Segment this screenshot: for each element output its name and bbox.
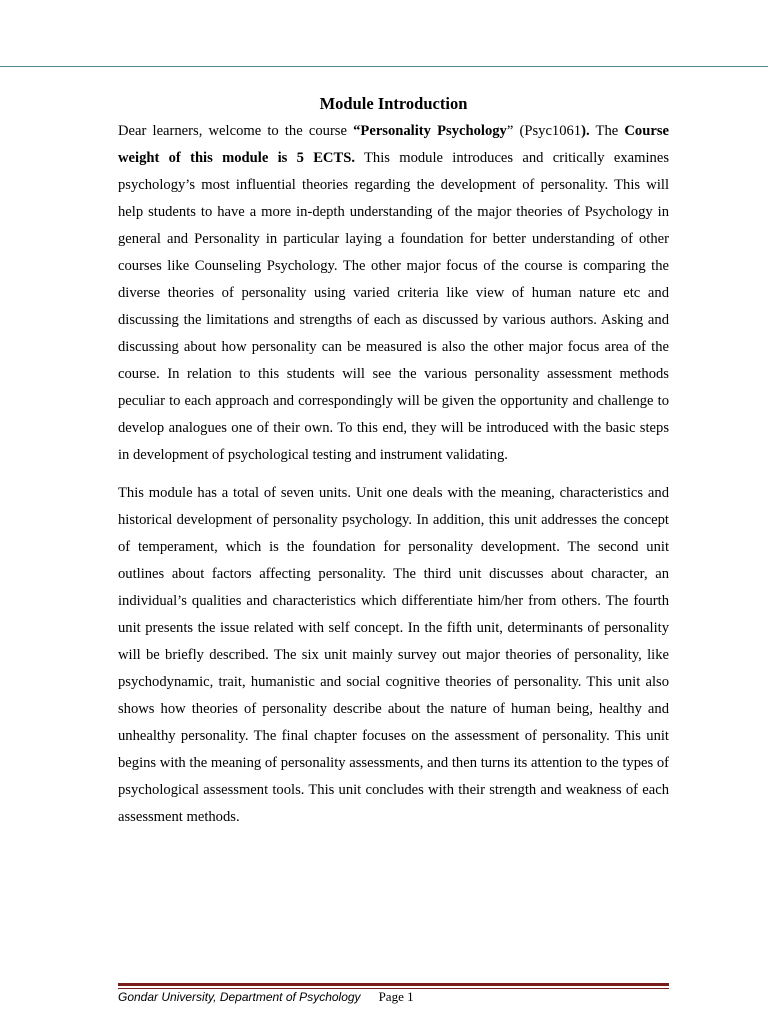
- page-number: Page 1: [378, 989, 414, 1004]
- course-name: “Personality Psychology: [353, 123, 507, 139]
- units-paragraph: This module has a total of seven units. Unit one deals with the meaning, characteristics and historical development of personality psychology. In addition, this unit addresses the concept of temperament, which is the foundation for personality development. The second unit outlines about factors affecting personality. The third unit discusses about character, an individual’s qualities and characteristics which differentiate him/her from others. The fourth unit presents the issue related with self concept. In the fifth unit, determinants of personality will be briefly described. The six unit mainly survey out major theories of personality, like psychodynamic, trait, humanistic and social cognitive theories of personality. This unit also shows how theories of personality describe about the nature of human being, healthy and unhealthy personality. The final chapter focuses on the assessment of personality. This unit begins with the meaning of personality assessments, and then turns its attention to the types of psychological assessment tools. This unit concludes with their strength and weakness of each assessment methods.: [118, 485, 669, 825]
- text-span: ” (Psyc1061: [506, 123, 582, 139]
- text-span: The: [589, 123, 625, 139]
- footer-organization: Gondar University, Department of Psychology: [118, 990, 361, 1004]
- intro-paragraph: [118, 118, 669, 469]
- page-title: Module Introduction: [319, 94, 468, 113]
- header-rule: [0, 66, 768, 67]
- text-span-bold: ).: [581, 123, 590, 139]
- text-span: This module introduces and critically examines psychology’s most influential theories regarding the development of personality. This will help students to have a more in-depth understanding of the major theories of Psychology in general and Personality in particular laying a foundation for better understanding of other courses like Counseling Psychology. The other major focus of the course is comparing the diverse theories of personality using varied criteria like view of human nature etc and discussing the limitations and strengths of each as discussed by various authors. Asking and discussing about how personality can be measured is also the other major focus area of the course. In relation to this students will see the various personality assessment methods peculiar to each approach and correspondingly will be given the opportunity and challenge to develop analogues one of their own. To this end, they will be introduced with the basic steps in development of psychological testing and instrument validating.: [118, 150, 669, 463]
- page-body: [118, 92, 669, 831]
- footer-rule: [118, 983, 669, 986]
- course-weight: Course weight of this module is 5 ECTS.: [118, 123, 669, 166]
- page-footer: [118, 989, 669, 1005]
- text-span: Dear learners, welcome to the course: [118, 123, 354, 139]
